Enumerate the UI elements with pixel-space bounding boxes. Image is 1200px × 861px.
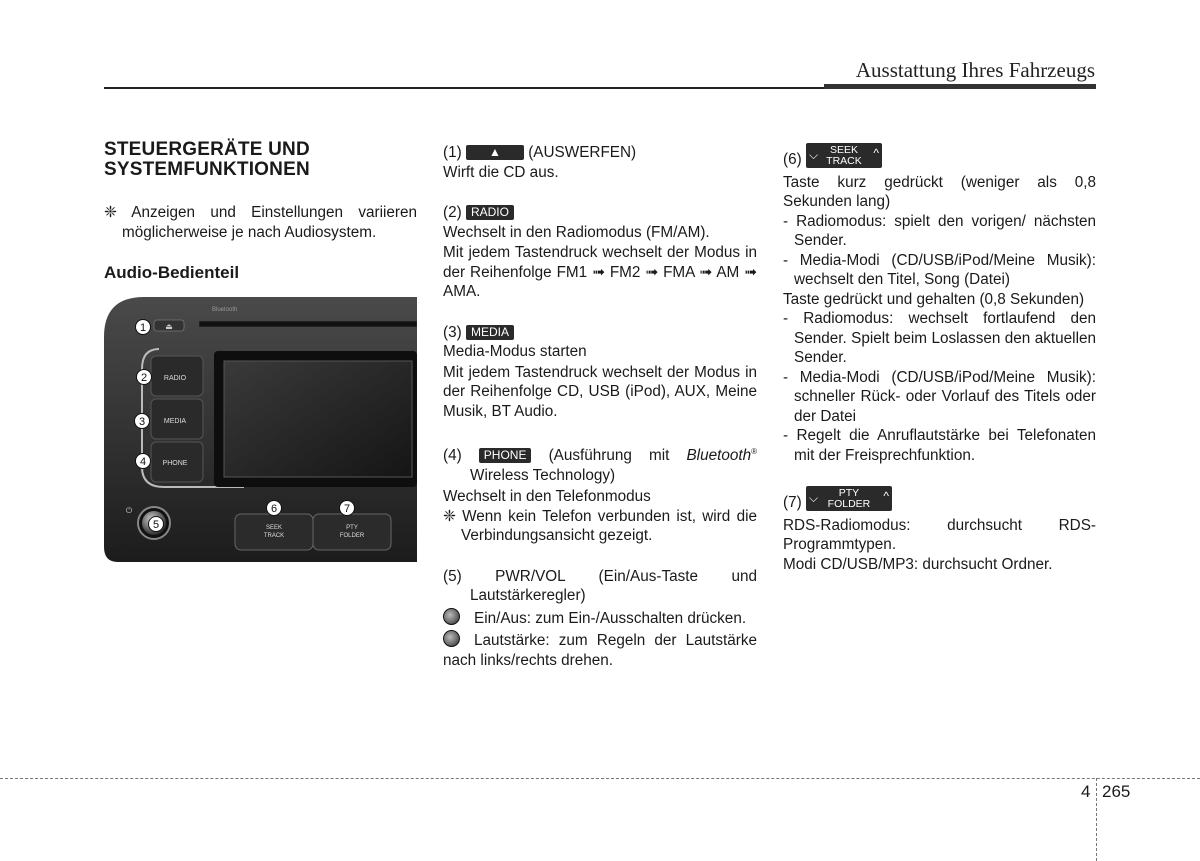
callout-1: 1 (139, 322, 147, 334)
column-1 (104, 140, 417, 283)
item-4-number: (4) (443, 447, 462, 465)
chevron-down-icon-2: ⌵ (808, 491, 819, 505)
panel-seek-button (235, 514, 313, 550)
item-4-desc-1: Wechselt in den Telefonmodus (443, 488, 651, 506)
item-5-desc-1 (443, 608, 757, 629)
item-6-bullet-5: - Regelt die Anruflautstärke bei Telefonaten mit der Freisprechfunktion. (783, 427, 1096, 464)
audio-panel-illustration (104, 297, 417, 562)
panel-pty-button (313, 514, 391, 550)
item-2-desc-1: Wechselt in den Radiomodus (FM/AM). (443, 223, 710, 241)
item-2-number: (2) (443, 204, 462, 221)
item-7-desc-2: Modi CD/USB/MP3: durchsucht Ordner. (783, 555, 1053, 573)
column-3 (783, 143, 1096, 574)
volume-knob-icon (443, 608, 460, 625)
callout-5: 5 (152, 519, 160, 531)
phone-button-label: PHONE (479, 448, 532, 463)
footer-rule (0, 778, 1200, 779)
item-4-note (443, 507, 757, 546)
panel-seek-label-1: SEEK (265, 525, 283, 531)
item-2-desc-2: Mit jedem Tastendruck wechselt der Modus in der Reihenfolge FM1 ➟ FM2 ➟ FMA ➟ AM ➟ AMA. (443, 244, 757, 300)
page-chapter-number: 4 (1081, 782, 1091, 801)
header-rule-accent (824, 84, 1096, 89)
chevron-down-icon: ⌵ (808, 148, 819, 162)
chevron-up-icon: ^ (873, 146, 879, 160)
panel-display-screen (224, 361, 412, 477)
item-4-label-b: Wireless Technology) (470, 466, 616, 484)
item-6-bullet-4: - Media-Modi (CD/USB/iPod/Meine Musik): schneller Rück- oder Vorlauf des Titels oder der Datei (783, 368, 1096, 425)
item-4-label-italic: Bluetooth (686, 447, 752, 465)
item-6-desc-1: Taste kurz gedrückt (weniger als 0,8 Sekunden lang) (783, 173, 1096, 210)
item-6-bullet-1: - Radiomodus: spielt den vorigen/ nächsten Sender. (783, 212, 1096, 249)
item-2-heading (443, 203, 757, 223)
callout-4: 4 (139, 456, 147, 468)
volume-knob-icon-2 (443, 630, 460, 647)
item-1-desc: Wirft die CD aus. (443, 163, 559, 181)
eject-button-label: ▲ (466, 145, 524, 160)
panel-pty-label-2: FOLDER (339, 533, 365, 539)
item-3-desc-2: Mit jedem Tastendruck wechselt der Modus in der Reihenfolge CD, USB (iPod), AUX, Meine Musik, BT Audio. (443, 363, 757, 420)
item-5-desc-1-text: Ein/Aus: zum Ein-/Ausschalten drücken. (474, 609, 747, 627)
item-4-note-symbol: ❈ (443, 507, 456, 525)
item-4-heading (443, 442, 757, 485)
item-7-number: (7) (783, 494, 802, 511)
item-4-label-a: (Ausführung mit (548, 447, 670, 465)
item-5-desc-2 (443, 630, 757, 670)
item-1-heading (443, 143, 757, 163)
item-6-bullet-2: - Media-Modi (CD/USB/iPod/Meine Musik): wechselt den Titel, Song (Datei) (783, 251, 1096, 288)
item-6-number: (6) (783, 151, 802, 168)
track-label: TRACK (826, 155, 862, 167)
callout-6: 6 (270, 503, 278, 515)
footer-divider (1096, 778, 1097, 861)
callout-7: 7 (343, 503, 351, 515)
page-number: 265 (1102, 782, 1131, 801)
item-3-number: (3) (443, 323, 462, 341)
panel-radio-label: RADIO (163, 375, 187, 382)
note-audiosystem (104, 203, 417, 242)
item-6-bullet-3: - Radiomodus: wechselt fortlaufend den Sender. Spielt beim Loslassen den aktuellen Sender. (783, 310, 1096, 366)
seek-track-button-label (806, 143, 882, 168)
item-5-heading: (5) PWR/VOL (Ein/Aus-Taste und Lautstärkeregler) (443, 567, 757, 605)
item-1-label: (AUSWERFEN) (528, 144, 637, 161)
section-title-line-1: STEUERGERÄTE UND (104, 139, 310, 160)
pty-folder-button-label (806, 486, 892, 511)
item-1-number: (1) (443, 144, 462, 161)
note-symbol: ❈ (104, 204, 117, 221)
item-4-label-sup: ® (751, 447, 758, 456)
panel-cd-slot (199, 321, 417, 327)
section-title-line-2: SYSTEMFUNKTIONEN (104, 159, 310, 180)
item-7-desc-1: RDS-Radiomodus: durchsucht RDS-Programmtypen. (783, 516, 1096, 553)
item-5-desc-2-text: Lautstärke: zum Regeln der Lautstärke nach links/rechts drehen. (443, 632, 757, 669)
panel-brand: Bluetooth (212, 307, 238, 313)
note-text: Anzeigen und Einstellungen variieren möglicherweise je nach Audiosystem. (122, 204, 417, 241)
panel-seek-label-2: TRACK (263, 533, 285, 539)
folder-label: FOLDER (827, 498, 871, 510)
page-header-title: Ausstattung Ihres Fahrzeugs (855, 58, 1095, 82)
item-3-heading (443, 323, 757, 343)
panel-media-label: MEDIA (163, 418, 187, 425)
panel-phone-label: PHONE (162, 460, 188, 467)
item-4-note-text: Wenn kein Telefon verbunden ist, wird die Verbindungsansicht gezeigt. (461, 507, 757, 545)
callout-2: 2 (140, 372, 148, 384)
svg-text:⏏: ⏏ (165, 322, 173, 331)
pty-label: PTY (838, 487, 860, 499)
radio-button-label: RADIO (466, 205, 514, 220)
subheading-audio: Audio-Bedienteil (104, 263, 240, 282)
seek-label: SEEK (829, 144, 858, 156)
item-3-desc-1: Media-Modus starten (443, 343, 587, 360)
audio-panel-svg (104, 297, 417, 562)
chevron-up-icon-2: ^ (883, 489, 889, 503)
item-6-heading (783, 143, 1096, 170)
column-2 (443, 143, 757, 670)
item-6-desc-2: Taste gedrückt und gehalten (0,8 Sekunden) (783, 290, 1085, 308)
media-button-label: MEDIA (466, 325, 514, 340)
item-7-heading (783, 486, 1096, 513)
callout-3: 3 (138, 416, 146, 428)
panel-pty-label-1: PTY (346, 525, 358, 531)
svg-text:⏻: ⏻ (125, 506, 133, 515)
